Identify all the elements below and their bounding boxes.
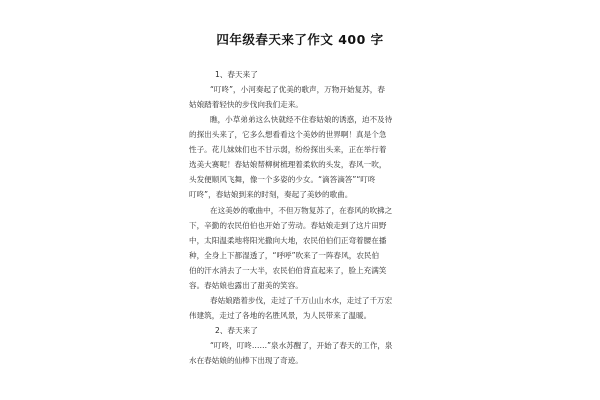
paragraph-line: “叮咚”，小河奏起了优美的歌声，万物开始复苏，春 [210,85,385,94]
section-heading: 1、春天来了 [215,70,258,79]
paragraph-line: 姑娘踏着轻快的步伐向我们走来。 [189,100,303,109]
paragraph-line: 春姑娘踏着步伐，走过了千万山山水水，走过了千万宏 [210,296,393,305]
paragraph-line: 选美大赛呢！春姑娘帮柳树梳理着柔软的头发，春风一吹， [189,160,387,169]
paragraph-line: 瞧，小草弟弟这么快就经不住春姑娘的诱惑，迫不及待 [210,115,393,124]
document-title: 四年级春天来了作文 400 字 [216,32,384,47]
paragraph-line: 头发便顺风飞舞，像一个多姿的少女。“滴答滴答”“叮咚 [189,175,376,184]
section-heading: 2、春天来了 [215,326,258,335]
paragraph-line: 叮咚”，春姑娘到来的时刻，奏起了美妙的歌曲。 [189,190,353,199]
paragraph-line: 的探出头来了，它多么想看看这个美妙的世界啊！真是个急 [189,130,387,139]
paragraph-line: 种，全身上下都湿透了，“呼呼”吹来了一阵春风，农民伯 [189,251,380,260]
paragraph-line: 中，太阳温柔地将阳光撒向大地，农民伯伯们正弯着腰在播 [189,236,387,245]
paragraph-line: 伯的汗水消去了一大半，农民伯伯背直起来了，脸上充满笑 [189,266,387,275]
paragraph-line: 性子。花儿妹妹们也不甘示弱，纷纷探出头来，正在举行着 [189,145,387,154]
paragraph-line: 下，辛勤的农民伯伯也开始了劳动。春姑娘走到了这片田野 [189,221,387,230]
paragraph-line: 伟建筑，走过了各地的名胜风景，为人民带来了温暖。 [189,311,372,320]
paragraph-line: 在这美妙的歌曲中，不但万物复苏了，在春风的吹拂之 [210,206,393,215]
paragraph-line: 水在春姑娘的仙棒下出现了奇迹。 [189,356,303,365]
paragraph-line: 容。春姑娘也露出了甜美的笑容。 [189,281,303,290]
paragraph-line: “叮咚，叮咚……”泉水苏醒了，开始了春天的工作，泉 [210,341,393,350]
